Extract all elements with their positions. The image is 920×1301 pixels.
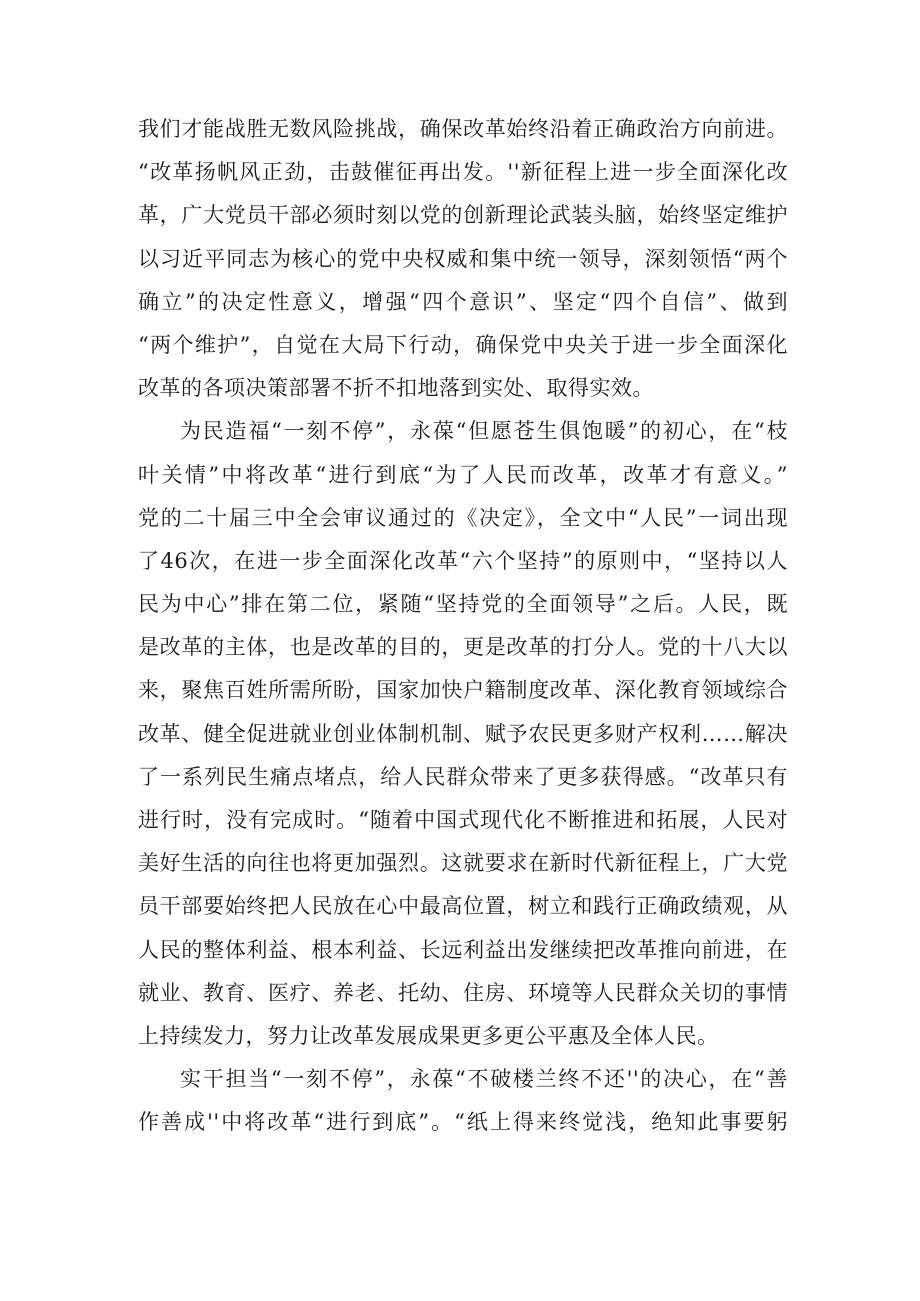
text-line: 叶关情”中将改革“进行到底“为了人民而改革，改革才有意义。”: [138, 462, 788, 487]
text-line: 进行时，没有完成时。“随着中国式现代化不断推进和拓展，人民对: [138, 808, 788, 832]
text-line: 为民造福“一刻不停”，永葆“但愿苍生俱饱暖”的初心，在“枝: [180, 419, 788, 444]
text-line: 员干部要始终把人民放在心中最高位置，树立和践行正确政绩观，从: [138, 894, 788, 919]
text-line: 是改革的主体，也是改革的目的，更是改革的打分人。党的十八大以: [138, 635, 788, 660]
text-line: 确立”的决定性意义，增强“四个意识”、坚定“四个自信”、做到: [138, 289, 788, 314]
text-line: 了46次，在进一步全面深化改革“六个坚持”的原则中，“坚持以人: [138, 548, 788, 573]
text-line: 美好生活的向往也将更加强烈。这就要求在新时代新征程上，广大党: [138, 851, 788, 876]
text-line: 民为中心”排在第二位，紧随“坚持党的全面领导”之后。人民，既: [138, 592, 788, 617]
text-line: 就业、教育、医疗、养老、托幼、住房、环境等人民群众关切的事情: [138, 980, 788, 1005]
text-line: “两个维护”，自觉在大局下行动，确保党中央关于进一步全面深化: [138, 332, 788, 357]
text-line: 人民的整体利益、根本利益、长远利益出发继续把改革推向前进，在: [138, 937, 788, 962]
text-line: “改革扬帆风正劲，击鼓催征再出发。''新征程上进一步全面深化改: [138, 160, 788, 185]
body-text: [138, 108, 788, 1145]
text-line: 了一系列民生痛点堵点，给人民群众带来了更多获得感。“改革只有: [138, 764, 788, 789]
text-line: 实干担当“一刻不停”，永葆“不破楼兰终不还''的决心，在“善: [180, 1067, 788, 1092]
text-line: 以习近平同志为核心的党中央权威和集中统一领导，深刻领悟“两个: [138, 246, 788, 271]
text-line: 改革、健全促进就业创业体制机制、赋予农民更多财产权利……解决: [138, 721, 788, 746]
text-line: 党的二十届三中全会审议通过的《决定》，全文中“人民”一词出现: [138, 505, 788, 530]
text-line: 来，聚焦百姓所需所盼，国家加快户籍制度改革、深化教育领域综合: [138, 678, 788, 703]
text-line: 我们才能战胜无数风险挑战，确保改革始终沿着正确政治方向前进。: [138, 117, 788, 141]
text-line: 革，广大党员干部必须时刻以党的创新理论武装头脑，始终坚定维护: [138, 203, 788, 228]
text-line: 作善成''中将改革“进行到底”。“纸上得来终觉浅，绝知此事要躬: [138, 1110, 788, 1135]
text-line: 改革的各项决策部署不折不扣地落到实处、取得实效。: [138, 376, 654, 401]
text-line: 上持续发力，努力让改革发展成果更多更公平惠及全体人民。: [138, 1023, 719, 1048]
